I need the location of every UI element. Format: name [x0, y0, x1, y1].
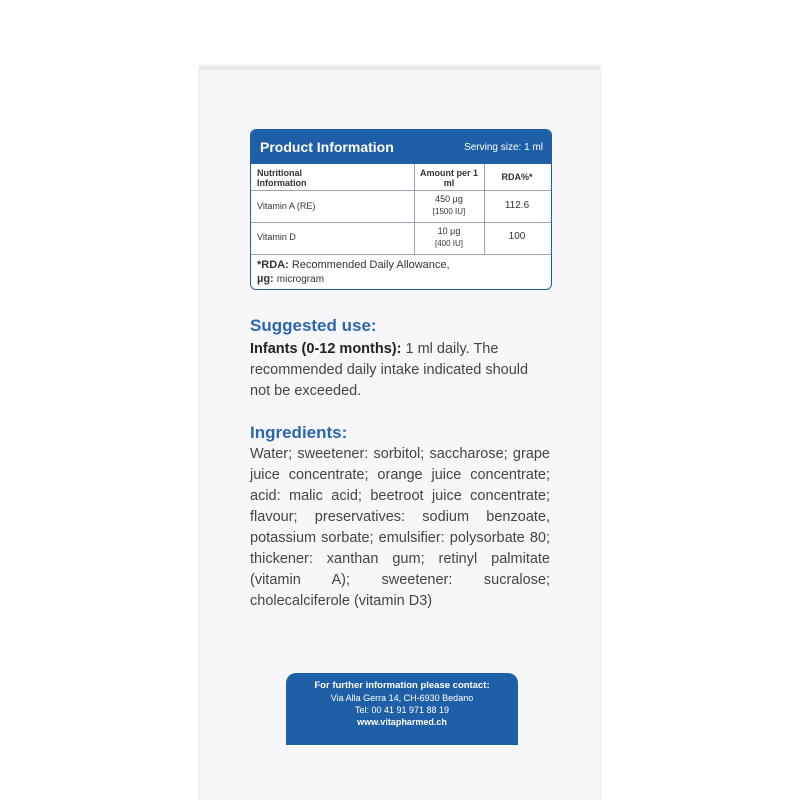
contact-box	[286, 673, 518, 745]
table-header	[251, 130, 551, 164]
suggested-use-lead: Infants (0-12 months):	[250, 341, 402, 357]
row-name: Vitamin A (RE)	[257, 201, 316, 211]
ingredients-title: Ingredients:	[250, 423, 348, 442]
suggested-use-title: Suggested use:	[250, 316, 377, 335]
contact-address: Via Alla Gerra 14, CH-6930 Bedano	[330, 693, 474, 703]
footnote-rda-text: Recommended Daily Allowance,	[291, 259, 450, 271]
table-footnote	[257, 258, 450, 287]
footnote-ug-label: µg:	[257, 273, 274, 285]
suggested-use-text	[250, 339, 550, 402]
contact-heading: For further information please contact:	[314, 680, 490, 691]
row-rda: 112.6	[504, 200, 530, 211]
col-amount-header: Amount per 1 ml	[419, 168, 478, 188]
ingredients-text: Water; sweetener: sorbitol; saccharose; grape juice concentrate; orange juice concentrate; acid: malic acid; beetroot juice concentrate; flavour; preservatives: sodium benzoate, potassium sorbate; emulsifier: polysorbate 80; thickener: xanthan gum; retinyl palmitate (vitamin A); sweetener: sucralose; cholecalciferole (vitamin D3)	[250, 446, 550, 609]
contact-phone: Tel: 00 41 91 971 88 19	[354, 705, 450, 715]
package-top-edge	[200, 66, 600, 70]
product-information-table	[250, 129, 552, 290]
row-amount: 10 µg	[437, 226, 461, 236]
row-amount-iu: [400 IU]	[434, 239, 463, 248]
table-divider	[484, 164, 485, 254]
table-title: Product Information	[260, 139, 394, 155]
serving-size: Serving size: 1 ml	[464, 142, 543, 153]
col-rda-header: RDA%*	[501, 172, 533, 182]
suggested-use-body: 1 ml daily. The recommended daily intake indicated should not be exceeded.	[250, 341, 529, 399]
col-nutritional-header: Nutritional Information	[257, 168, 307, 188]
row-amount: 450 µg	[435, 194, 463, 204]
table-divider	[414, 164, 415, 254]
table-row	[251, 191, 551, 223]
table-column-headers	[251, 164, 551, 191]
row-amount-iu: [1500 IU]	[432, 207, 466, 216]
contact-website[interactable]: www.vitapharmed.ch	[357, 717, 447, 727]
row-rda: 100	[508, 231, 526, 242]
table-row	[251, 223, 551, 255]
footnote-rda-label: *RDA:	[257, 259, 289, 271]
footnote-ug-text: microgram	[276, 274, 325, 285]
row-name: Vitamin D	[257, 232, 296, 242]
